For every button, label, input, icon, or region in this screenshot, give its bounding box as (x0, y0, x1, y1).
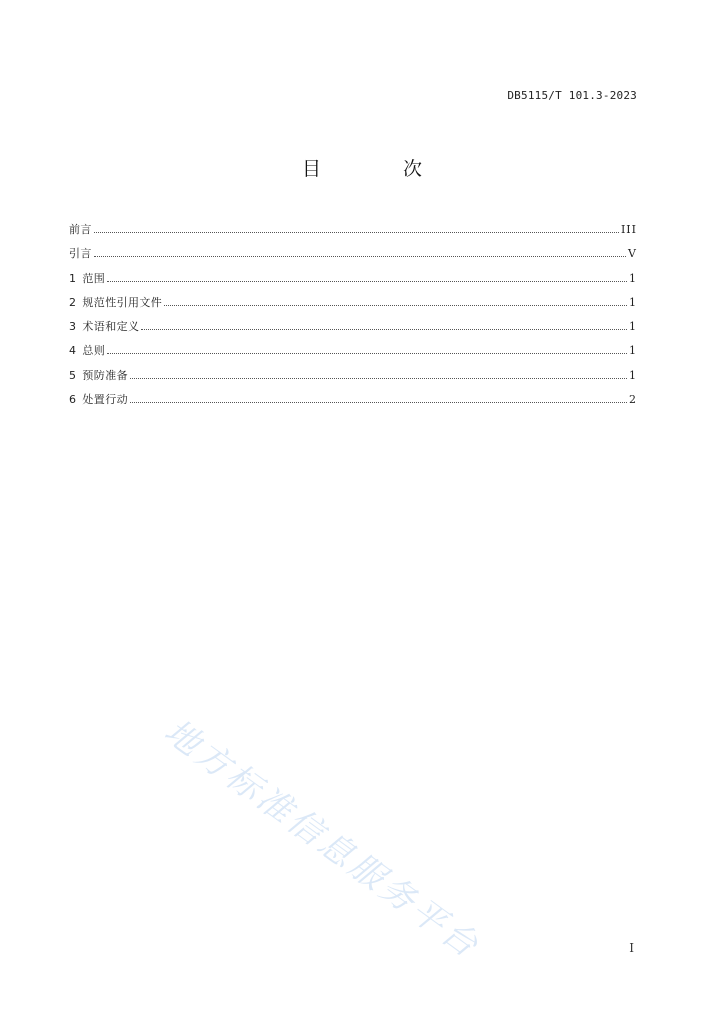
toc-entry-scope[interactable] (69, 270, 637, 294)
toc-entry-general-principles[interactable] (69, 342, 637, 366)
watermark: 地方标准信息服务平台 (156, 711, 488, 968)
toc-entry-terms-definitions[interactable] (69, 318, 637, 342)
toc-entry-page: III (620, 223, 637, 236)
toc-entry-label: 5 预防准备 (69, 368, 129, 382)
toc-entry-page: 2 (629, 393, 637, 407)
table-of-contents (69, 221, 637, 415)
toc-entry-label: 引言 (69, 247, 92, 261)
toc-entry-page: 1 (629, 295, 637, 309)
toc-leader-dots (164, 305, 627, 306)
toc-entry-page: 1 (629, 271, 637, 285)
toc-leader-dots (107, 353, 627, 354)
toc-entry-normative-references[interactable] (69, 294, 637, 318)
toc-entry-introduction[interactable] (69, 245, 637, 269)
toc-entry-label: 3 术语和定义 (69, 320, 140, 334)
toc-entry-label: 1 范围 (69, 271, 106, 285)
toc-leader-dots (130, 402, 627, 403)
toc-leader-dots (94, 232, 619, 233)
toc-entry-page: 1 (629, 344, 637, 358)
toc-entry-disposal-action[interactable] (69, 391, 637, 415)
toc-leader-dots (141, 329, 627, 330)
toc-entry-foreword[interactable] (69, 221, 637, 245)
toc-entry-page: 1 (629, 368, 637, 382)
toc-title: 目 次 (301, 158, 461, 180)
page-number: I (629, 941, 634, 955)
toc-entry-page: V (628, 247, 637, 261)
toc-leader-dots (94, 256, 626, 257)
toc-entry-page: 1 (629, 320, 637, 334)
toc-entry-prevention-preparation[interactable] (69, 367, 637, 391)
toc-leader-dots (130, 378, 627, 379)
toc-entry-label: 前言 (69, 223, 92, 236)
toc-entry-label: 4 总则 (69, 344, 106, 358)
document-code: DB5115/T 101.3-2023 (507, 89, 637, 102)
toc-leader-dots (107, 281, 627, 282)
toc-entry-label: 6 处置行动 (69, 393, 129, 407)
toc-entry-label: 2 规范性引用文件 (69, 295, 163, 309)
